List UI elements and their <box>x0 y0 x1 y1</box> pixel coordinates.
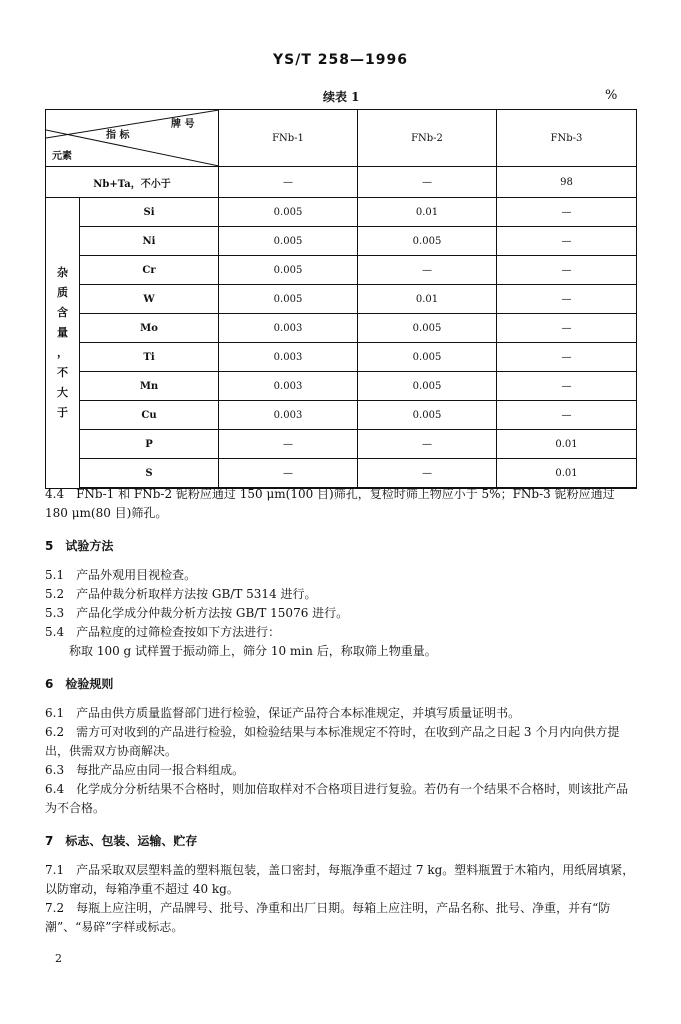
index-corner-label: 指 标 <box>106 130 130 141</box>
cell-value: — <box>219 167 358 198</box>
cell-value: 0.005 <box>358 227 497 256</box>
cell-value: — <box>497 343 637 372</box>
clause-5-4: 5.4 产品粒度的过筛检查按如下方法进行： <box>45 625 281 639</box>
element-label: Mn <box>80 372 219 401</box>
cell-value: 0.005 <box>219 227 358 256</box>
element-corner-label: 元素 <box>52 151 72 162</box>
table-header-row <box>46 110 637 167</box>
page-header: YS/T 258—1996 <box>273 52 408 68</box>
element-label: Ti <box>80 343 219 372</box>
document-body <box>45 485 640 937</box>
impurity-row-p <box>46 430 637 459</box>
cell-value: — <box>497 314 637 343</box>
clause-5-2: 5.2 产品仲裁分析取样方法按 GB/T 5314 进行。 <box>45 587 317 601</box>
impurity-group-label <box>46 198 80 489</box>
spec-table <box>45 109 637 489</box>
cell-value: — <box>497 198 637 227</box>
cell-value: 0.003 <box>219 401 358 430</box>
element-label: Ni <box>80 227 219 256</box>
page-number: 2 <box>55 952 62 965</box>
cell-value: 0.003 <box>219 372 358 401</box>
cell-value: 0.005 <box>219 285 358 314</box>
cell-value: 0.003 <box>219 343 358 372</box>
cell-value: 0.005 <box>219 198 358 227</box>
element-label: Si <box>80 198 219 227</box>
impurity-row-mo <box>46 314 637 343</box>
clause-4-4: 4.4 FNb-1 和 FNb-2 铌粉应通过 150 μm(100 目)筛孔，复检时筛上物应小于 5%；FNb-3 铌粉应通过 180 μm(80 目)筛孔。 <box>45 487 615 520</box>
impurity-row-w <box>46 285 637 314</box>
cell-value: 0.01 <box>497 430 637 459</box>
cell-value: — <box>497 227 637 256</box>
clause-6-2: 6.2 需方可对收到的产品进行检验，如检验结果与本标准规定不符时，在收到产品之日起 3 个月内向供方提出，供需双方协商解决。 <box>45 725 620 758</box>
element-label: W <box>80 285 219 314</box>
impurity-row-ti <box>46 343 637 372</box>
cell-value: — <box>358 430 497 459</box>
clause-7-2: 7.2 每瓶上应注明，产品牌号、批号、净重和出厂日期。每箱上应注明，产品名称、批号、净重，并有“防潮”、“易碎”字样或标志。 <box>45 901 611 934</box>
group-char: 质 <box>57 285 68 299</box>
unit-label: % <box>605 88 618 103</box>
impurity-row-s <box>46 459 637 489</box>
cell-value: 0.005 <box>358 314 497 343</box>
section-7-heading: 7 标志、包装、运输、贮存 <box>45 834 198 848</box>
group-char: 大 <box>57 385 68 399</box>
section-5-heading: 5 试验方法 <box>45 539 114 553</box>
cell-value: 0.005 <box>358 401 497 430</box>
cell-value: 0.005 <box>358 372 497 401</box>
group-char: 量 <box>57 325 68 339</box>
cell-value: 0.01 <box>358 198 497 227</box>
cell-value: — <box>497 372 637 401</box>
nb-ta-row <box>46 167 637 198</box>
cell-value: 0.005 <box>358 343 497 372</box>
column-header-fnb2: FNb-2 <box>358 110 497 167</box>
nb-ta-label: Nb+Ta，不小于 <box>46 167 219 198</box>
group-char: 杂 <box>57 265 68 279</box>
element-label: S <box>80 459 219 489</box>
cell-value: — <box>219 430 358 459</box>
cell-value: — <box>358 167 497 198</box>
clause-6-1: 6.1 产品由供方质量监督部门进行检验，保证产品符合本标准规定，并填写质量证明书。 <box>45 706 521 720</box>
impurity-row-cr <box>46 256 637 285</box>
column-header-fnb3: FNb-3 <box>497 110 637 167</box>
cell-value: 0.01 <box>497 459 637 489</box>
cell-value: — <box>358 459 497 489</box>
element-label: Mo <box>80 314 219 343</box>
clause-5-1: 5.1 产品外观用目视检查。 <box>45 568 197 582</box>
element-label: Cu <box>80 401 219 430</box>
cell-value: — <box>219 459 358 489</box>
cell-value: — <box>358 256 497 285</box>
cell-value: 0.003 <box>219 314 358 343</box>
diagonal-header-cell <box>46 110 219 167</box>
column-header-fnb1: FNb-1 <box>219 110 358 167</box>
section-6-heading: 6 检验规则 <box>45 677 114 691</box>
impurity-row-ni <box>46 227 637 256</box>
clause-6-4: 6.4 化学成分分析结果不合格时，则加倍取样对不合格项目进行复验。若仍有一个结果不合格时，则该批产品为不合格。 <box>45 782 629 815</box>
cell-value: — <box>497 285 637 314</box>
cell-value: 0.005 <box>219 256 358 285</box>
clause-5-3: 5.3 产品化学成分仲裁分析方法按 GB/T 15076 进行。 <box>45 606 349 620</box>
group-char: 含 <box>57 305 68 319</box>
cell-value: — <box>497 256 637 285</box>
cell-value: — <box>497 401 637 430</box>
cell-value: 0.01 <box>358 285 497 314</box>
group-char: ， <box>57 345 68 359</box>
impurity-row-cu <box>46 401 637 430</box>
table-caption: 续表 1 <box>323 90 360 104</box>
impurity-row-mn <box>46 372 637 401</box>
clause-7-1: 7.1 产品采取双层塑料盖的塑料瓶包装，盖口密封，每瓶净重不超过 7 kg。塑料瓶置于木箱内，用纸屑填紧，以防窜动，每箱净重不超过 40 kg。 <box>45 863 635 896</box>
clause-5-4-detail: 称取 100 g 试样置于振动筛上，筛分 10 min 后，称取筛上物重量。 <box>69 644 437 658</box>
group-char: 不 <box>57 365 68 379</box>
group-char: 于 <box>57 405 68 419</box>
cell-value: 98 <box>497 167 637 198</box>
element-label: Cr <box>80 256 219 285</box>
element-label: P <box>80 430 219 459</box>
impurity-row-si <box>46 198 637 227</box>
grade-corner-label: 牌 号 <box>171 119 195 130</box>
clause-6-3: 6.3 每批产品应由同一报合料组成。 <box>45 763 245 777</box>
